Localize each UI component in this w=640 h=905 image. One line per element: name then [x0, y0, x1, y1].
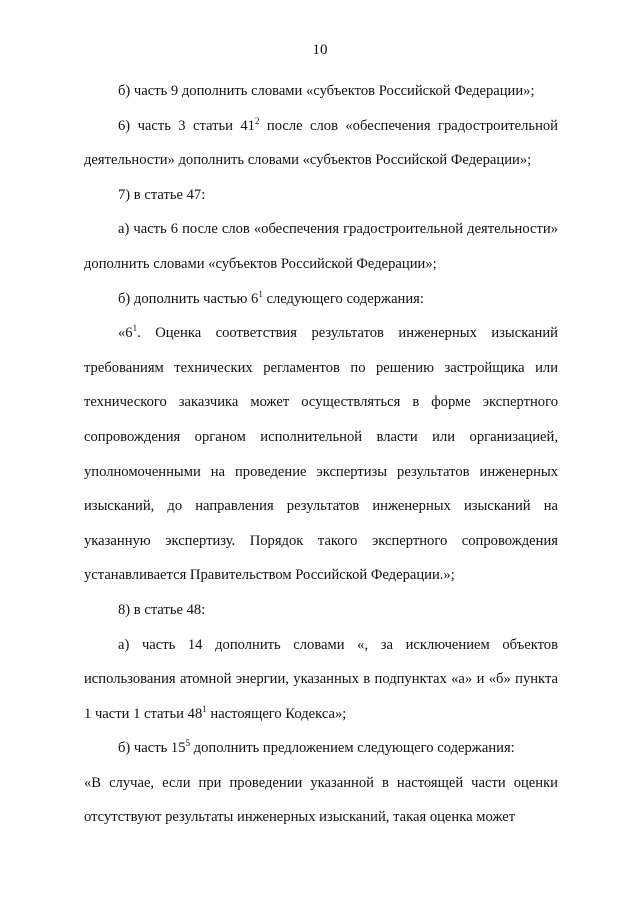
- paragraph-5-text-a: б) дополнить частью 6: [118, 290, 259, 307]
- paragraph-10: [84, 766, 558, 835]
- paragraph-2-text-b: после слов «обеспечения градостроительной деятельности» дополнить словами «субъектов Российской Федерации»;: [84, 117, 558, 169]
- paragraph-6-text-a: «6: [118, 325, 133, 342]
- paragraph-9-superscript: 5: [185, 738, 191, 749]
- paragraph-2-superscript: 2: [254, 115, 260, 126]
- paragraph-5-superscript: 1: [258, 288, 263, 299]
- paragraph-4-text: а) часть 6 после слов «обеспечения градостроительной деятельности» дополнить словами «субъектов Российской Федерации»;: [84, 221, 558, 272]
- paragraph-2-text-a: 6) часть 3 статьи 41: [118, 117, 255, 134]
- paragraph-5-text-b: следующего содержания:: [262, 290, 424, 307]
- paragraph-4: [84, 212, 558, 281]
- paragraph-6-superscript: 1: [132, 323, 138, 334]
- paragraph-10-text: «В случае, если при проведении указанной в настоящей части оценки отсутствуют результаты инженерных изысканий, такая оценка может: [84, 774, 558, 826]
- paragraph-8-superscript: 1: [202, 703, 207, 714]
- paragraph-8: [84, 628, 558, 732]
- paragraph-3: [84, 178, 558, 213]
- paragraph-6-text-b: . Оценка соответствия результатов инженерных изысканий требованиям технических регламентов по решению застройщика или технического заказчика может осуществляться в форме экспертного сопровождения органом исполнительной власти или организацией, уполномоченными на проведение экспертизы результатов инженерных изысканий, до направления результатов инженерных изысканий на указанную экспертизу. Порядок такого экспертного сопровождения устанавливается Правительством Российской Федерации.»;: [84, 325, 558, 584]
- paragraph-8-text-b: настоящего Кодекса»;: [206, 705, 347, 722]
- paragraph-6: [84, 316, 558, 593]
- paragraph-9-text-a: б) часть 15: [118, 740, 186, 757]
- document-body: [84, 74, 558, 835]
- paragraph-7: [84, 593, 558, 628]
- paragraph-8-text-a: а) часть 14 дополнить словами «, за исключением объектов использования атомной энергии, указанных в подпунктах «а» и «б» пункта 1 части 1 статьи 48: [84, 636, 558, 722]
- paragraph-3-text: 7) в статье 47:: [118, 186, 206, 203]
- paragraph-2: [84, 109, 558, 178]
- paragraph-7-text: 8) в статье 48:: [118, 601, 206, 618]
- paragraph-1-text: б) часть 9 дополнить словами «субъектов Российской Федерации»;: [118, 83, 535, 99]
- paragraph-9: [84, 731, 558, 766]
- page-number: 10: [312, 42, 328, 58]
- paragraph-1: [84, 74, 558, 109]
- paragraph-9-text-b: дополнить предложением следующего содержания:: [190, 740, 515, 757]
- paragraph-5: [84, 282, 558, 317]
